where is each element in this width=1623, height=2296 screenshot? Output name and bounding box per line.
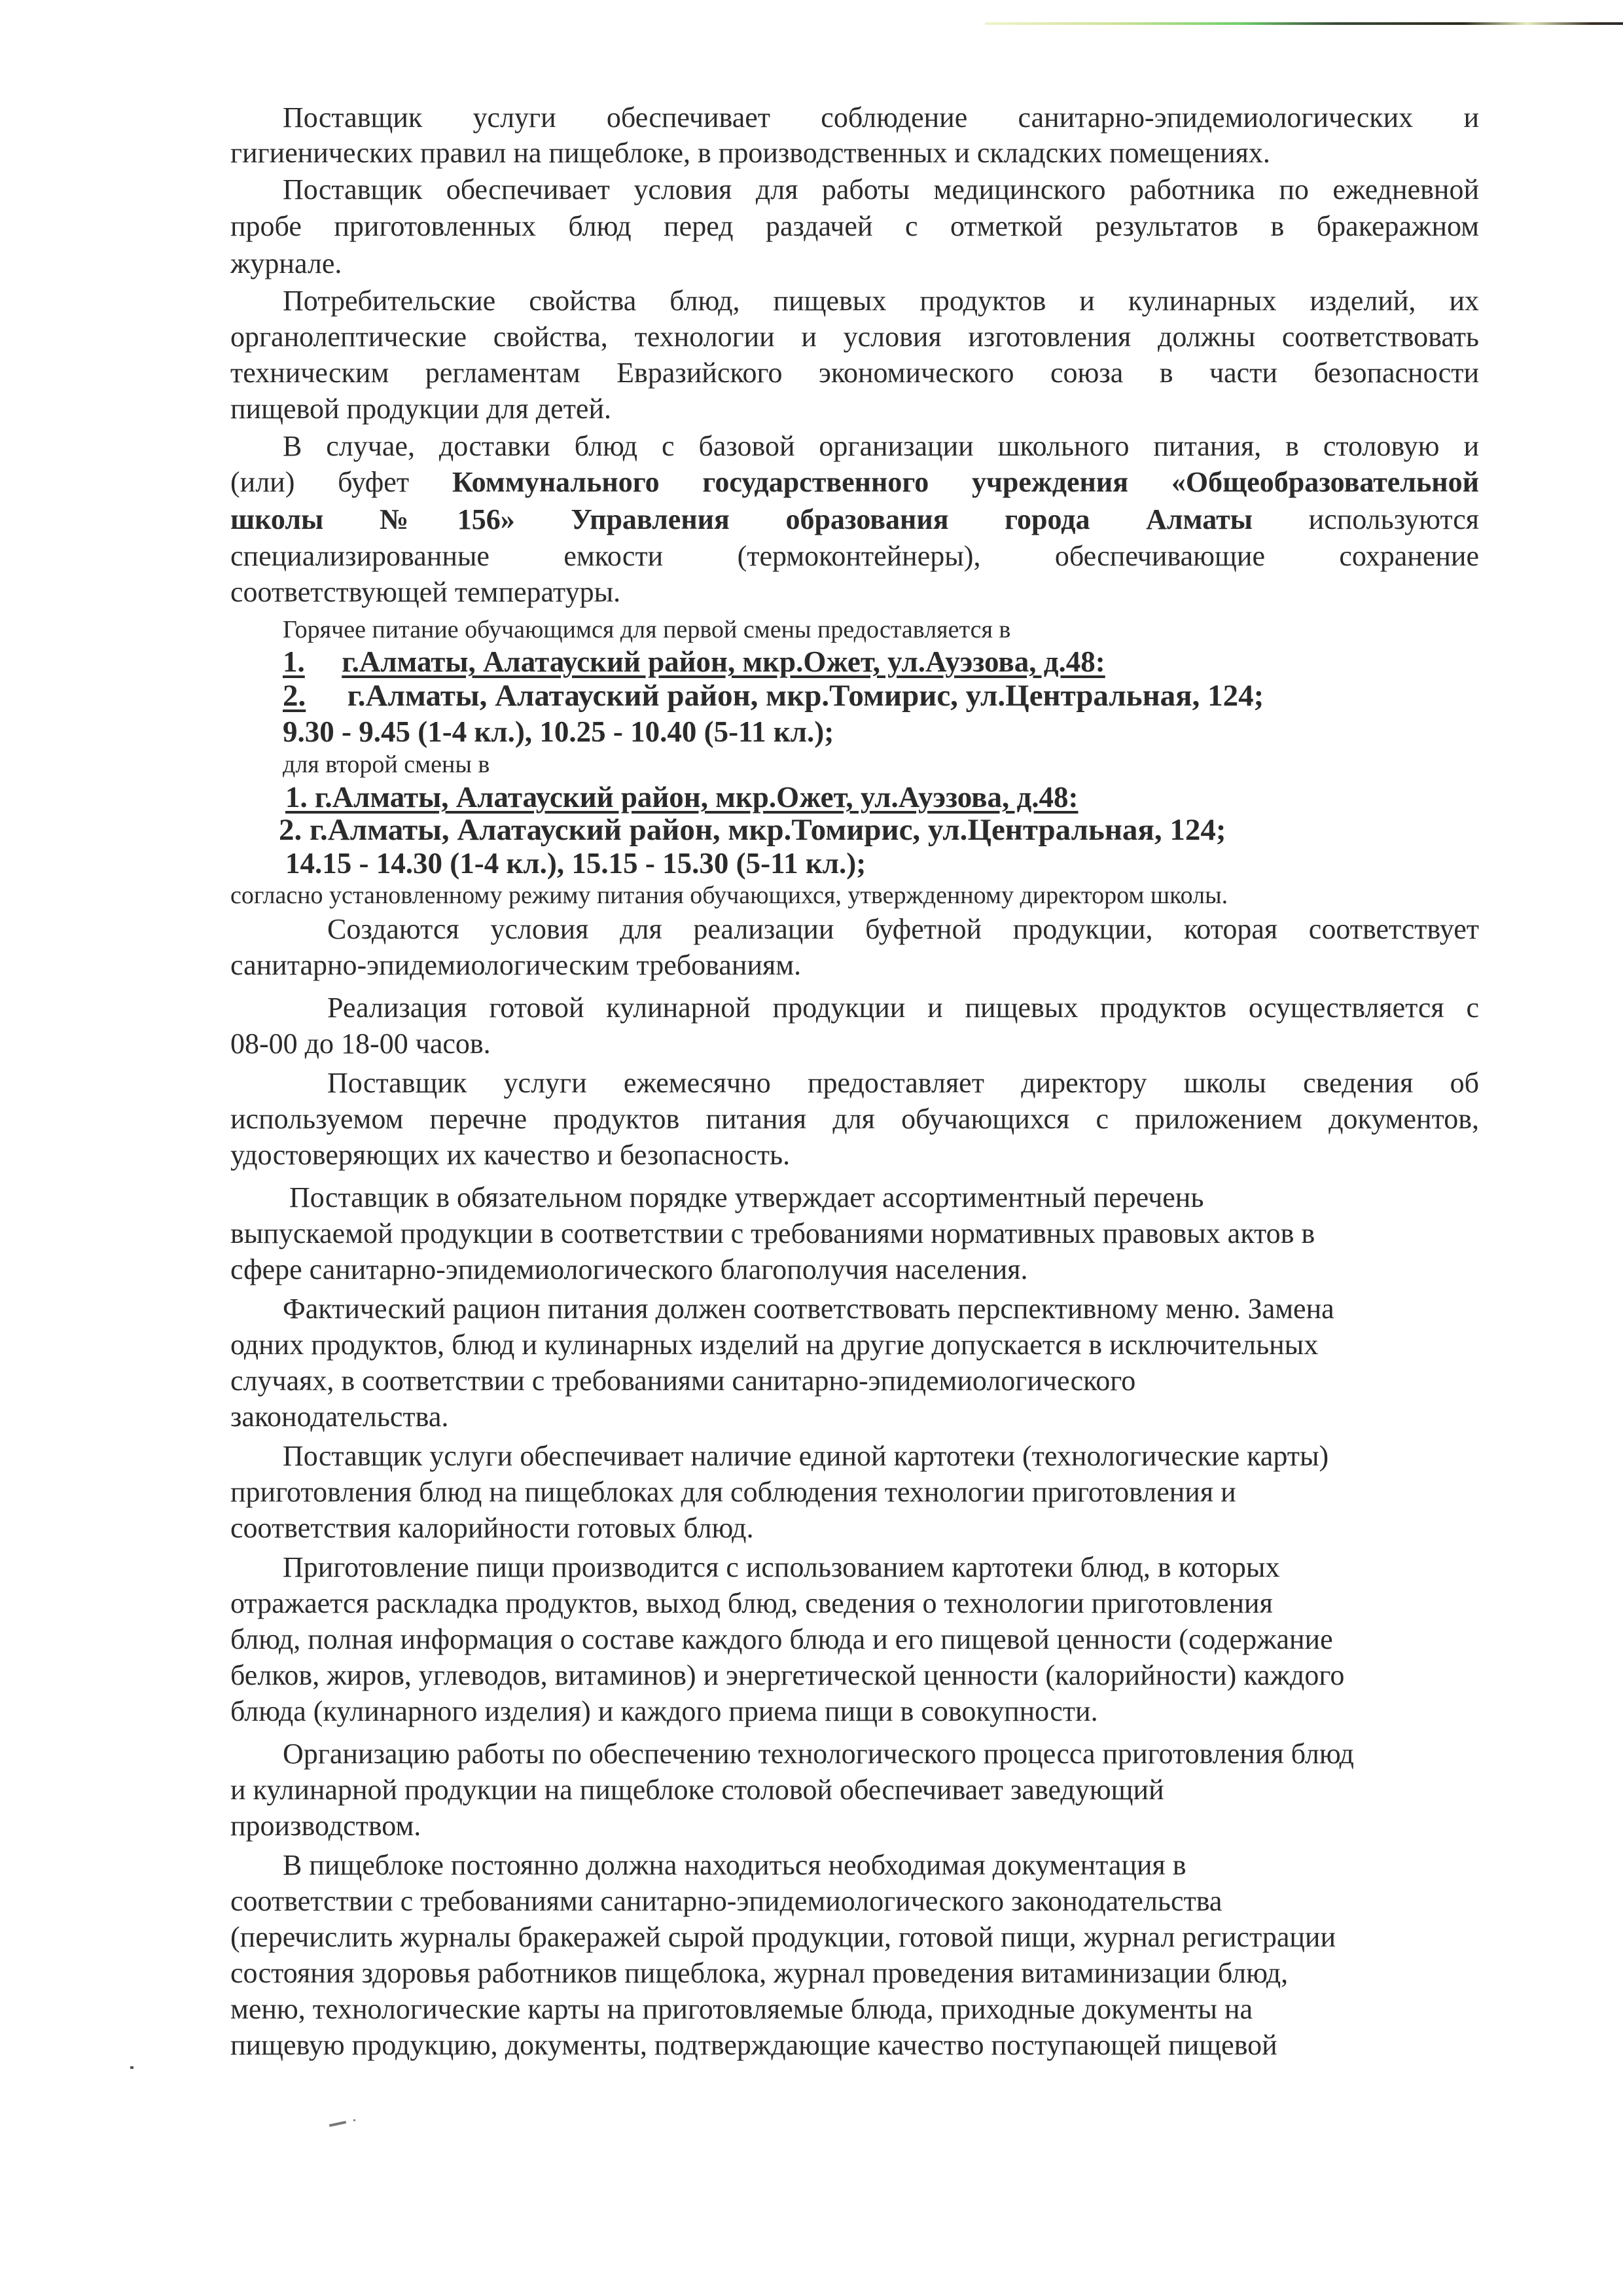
address: г.Алматы, Алатауский район, мкр.Ожет, ул.Ауэзова, д.48: [342, 645, 1105, 678]
second-shift-address-2: 2. г.Алматы, Алатауский район, мкр.Томирис, ул.Центральная, 124; [279, 813, 1226, 847]
paragraph-line: выпускаемой продукции в соответствии с требованиями нормативных правовых актов в [230, 1217, 1315, 1249]
second-shift-address-1: 1. г.Алматы, Алатауский район, мкр.Ожет, ул.Ауэзова, д.48: [285, 781, 1079, 814]
paragraph-line: санитарно-эпидемиологическим требованиям. [230, 949, 802, 981]
paragraph-line: белков, жиров, углеводов, витаминов) и энергетической ценности (калорийности) каждого [230, 1659, 1345, 1691]
paragraph-line: и кулинарной продукции на пищеблоке столовой обеспечивает заведующий [230, 1774, 1164, 1806]
paragraph-line: 08-00 до 18-00 часов. [230, 1028, 491, 1060]
scan-edge-line [985, 22, 1623, 25]
paragraph-line: Приготовление пищи производится с использованием картотеки блюд, в которых [283, 1551, 1280, 1583]
paragraph-line: меню, технологические карты на приготовляемые блюда, приходные документы на [230, 1993, 1253, 2025]
paragraph-line: Поставщик услуги ежемесячно предоставляет директору школы сведения об [327, 1067, 1479, 1099]
paragraph-line: Потребительские свойства блюд, пищевых продуктов и кулинарных изделий, их [283, 285, 1479, 317]
paragraph-line: блюда (кулинарного изделия) и каждого приема пищи в совокупности. [230, 1695, 1098, 1727]
address: г.Алматы, Алатауский район, мкр.Томирис, ул.Центральная, 124; [347, 679, 1264, 713]
paragraph-line: органолептические свойства, технологии и условия изготовления должны соответствовать [230, 321, 1479, 353]
first-shift-address-2 [283, 679, 1531, 713]
paragraph-line: Реализация готовой кулинарной продукции и пищевых продуктов осуществляется с [327, 992, 1479, 1024]
paragraph-line: В пищеблоке постоянно должна находиться необходимая документация в [283, 1849, 1186, 1881]
scan-speck [353, 2119, 355, 2121]
paragraph-line: блюд, полная информация о составе каждого блюда и его пищевой ценности (содержание [230, 1623, 1333, 1655]
paragraph-line: сфере санитарно-эпидемиологического благополучия населения. [230, 1253, 1028, 1285]
second-shift-times: 14.15 - 14.30 (1-4 кл.), 15.15 - 15.30 (5-11 кл.); [285, 847, 866, 880]
paragraph-line: специализированные емкости (термоконтейнеры), обеспечивающие сохранение [230, 540, 1479, 572]
paragraph-line: отражается раскладка продуктов, выход блюд, сведения о технологии приготовления [230, 1587, 1273, 1619]
paragraph-line: В случае, доставки блюд с базовой организации школьного питания, в столовую и [283, 430, 1479, 462]
plain-text: используются [1308, 503, 1479, 535]
paragraph-line: одних продуктов, блюд и кулинарных изделий на другие допускается в исключительных [230, 1329, 1319, 1361]
paragraph-line: журнале. [230, 247, 342, 279]
paragraph-line: соответствии с требованиями санитарно-эпидемиологического законодательства [230, 1885, 1222, 1917]
paragraph-line: производством. [230, 1810, 421, 1842]
paragraph-line: соответствующей температуры. [230, 576, 621, 608]
second-shift-intro: для второй смены в [283, 751, 490, 778]
paragraph-line [230, 465, 1479, 499]
scan-speck [130, 2066, 134, 2069]
paragraph-line: используемом перечне продуктов питания для обучающихся с приложением документов, [230, 1103, 1479, 1135]
list-number: 1. [283, 645, 305, 678]
paragraph-line: удостоверяющих их качество и безопасность. [230, 1139, 791, 1171]
paragraph-line: пробе приготовленных блюд перед раздачей с отметкой результатов в бракеражном [230, 210, 1479, 242]
paragraph-line: Организацию работы по обеспечению технологического процесса приготовления блюд [283, 1738, 1354, 1770]
paragraph-line: пищевую продукцию, документы, подтверждающие качество поступающей пищевой [230, 2029, 1277, 2061]
list-number: 2. [283, 679, 306, 713]
institution-name: школы №156» Управления образования города Алматы [230, 503, 1253, 535]
scan-speck [329, 2121, 346, 2126]
paragraph-line: Поставщик услуги обеспечивает соблюдение санитарно-эпидемиологических и [283, 101, 1479, 134]
paragraph-line: Поставщик обеспечивает условия для работы медицинского работника по ежедневной [283, 173, 1479, 206]
paragraph-line: приготовления блюд на пищеблоках для соблюдения технологии приготовления и [230, 1476, 1236, 1508]
paragraph-line: Создаются условия для реализации буфетной продукции, которая соответствует [327, 913, 1479, 945]
plain-text: (или) буфет [230, 466, 410, 498]
first-shift-intro: Горячее питание обучающимся для первой смены предоставляется в [283, 616, 1011, 643]
paragraph-line: случаях, в соответствии с требованиями санитарно-эпидемиологического [230, 1365, 1136, 1397]
paragraph-line: Поставщик услуги обеспечивает наличие единой картотеки (технологические карты) [283, 1440, 1329, 1472]
paragraph-line: состояния здоровья работников пищеблока, журнал проведения витаминизации блюд, [230, 1957, 1289, 1989]
first-shift-address-1 [283, 645, 1531, 679]
first-shift-times: 9.30 - 9.45 (1-4 кл.), 10.25 - 10.40 (5-11 кл.); [283, 715, 834, 748]
paragraph-line: законодательства. [230, 1401, 449, 1433]
institution-name: Коммунального государственного учреждения «Общеобразовательной [452, 466, 1479, 498]
paragraph-line: Фактический рацион питания должен соответствовать перспективному меню. Замена [283, 1293, 1334, 1325]
paragraph-line: соответствия калорийности готовых блюд. [230, 1512, 754, 1544]
paragraph-line [230, 503, 1479, 537]
paragraph-line: гигиенических правил на пищеблоке, в производственных и складских помещениях. [230, 137, 1270, 169]
schedule-closing: согласно установленному режиму питания обучающихся, утвержденному директором школы. [230, 882, 1228, 909]
paragraph-line: техническим регламентам Евразийского экономического союза в части безопасности [230, 357, 1479, 389]
paragraph-line: (перечислить журналы бракеражей сырой продукции, готовой пищи, журнал регистрации [230, 1921, 1336, 1953]
paragraph-line: Поставщик в обязательном порядке утверждает ассортиментный перечень [289, 1181, 1204, 1213]
paragraph-line: пищевой продукции для детей. [230, 393, 612, 425]
